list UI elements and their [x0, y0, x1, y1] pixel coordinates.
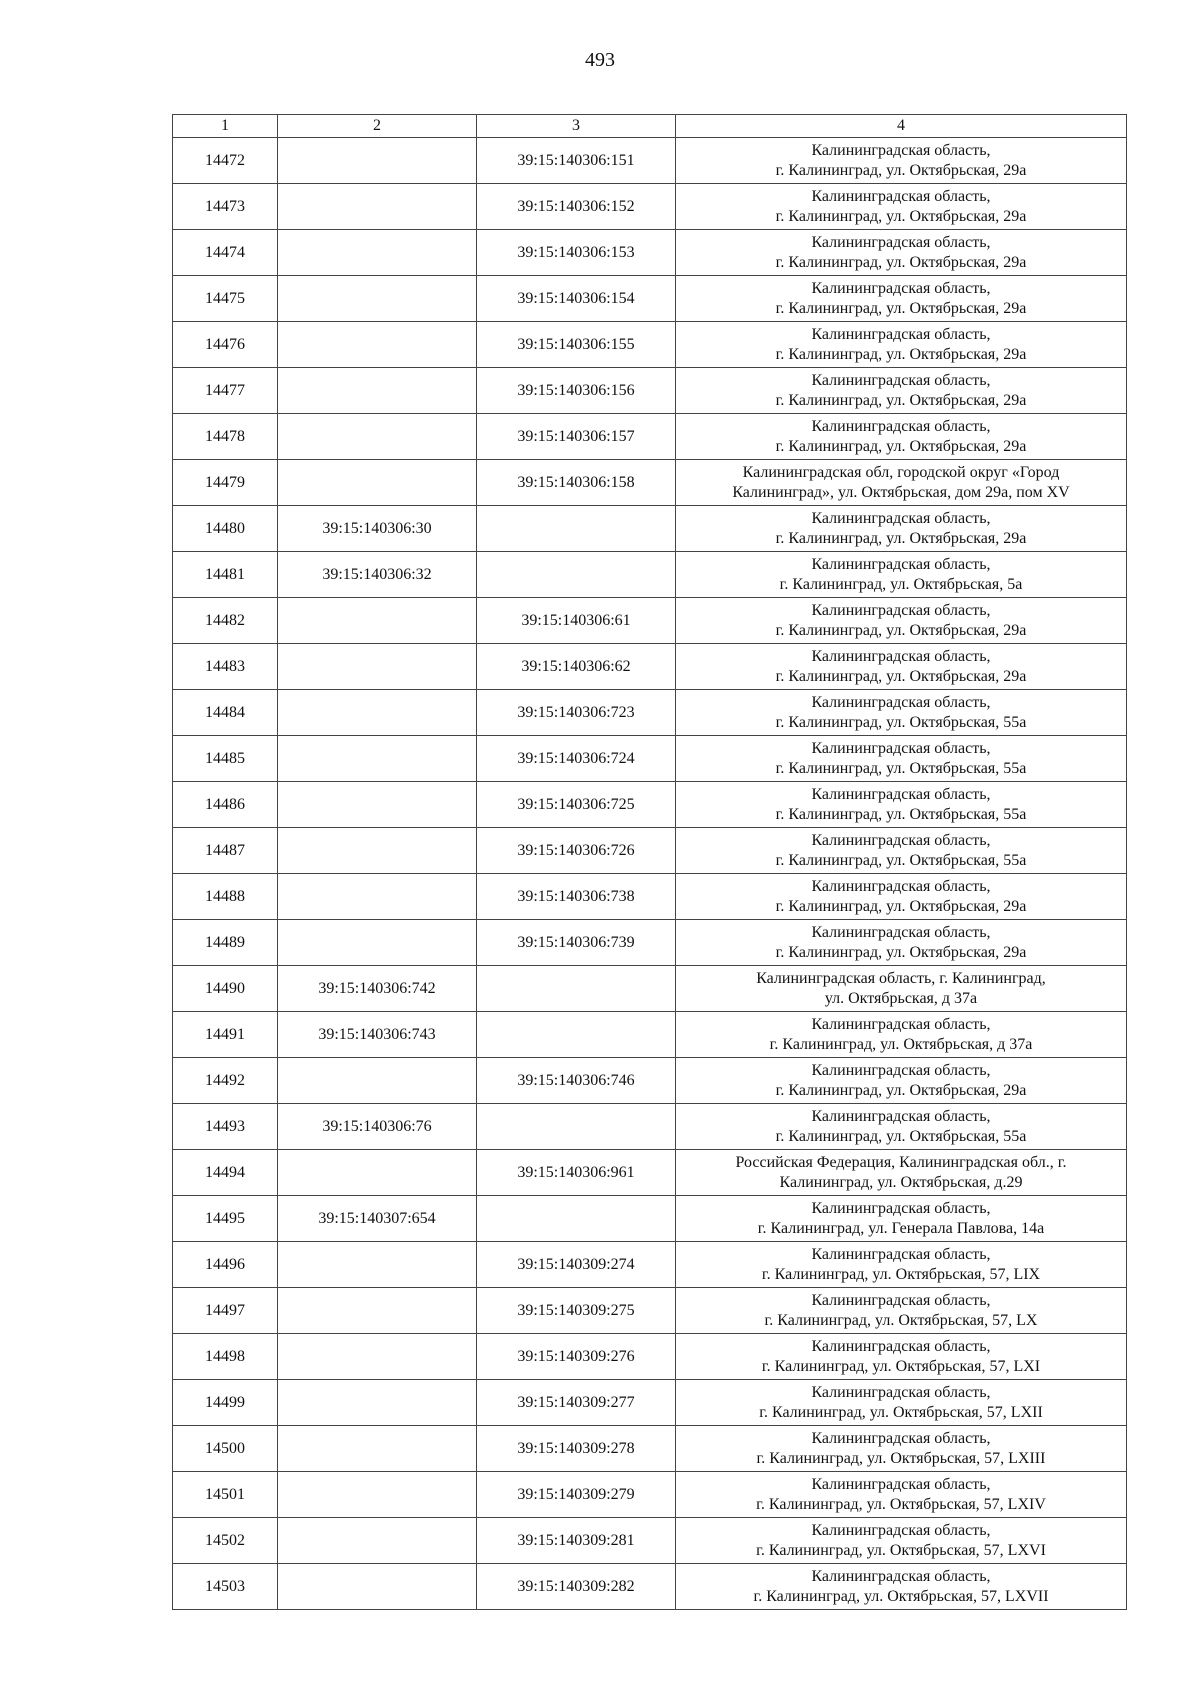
- header-col-3: 3: [477, 115, 676, 138]
- cadastral-number-cell: [278, 460, 477, 506]
- cadastral-number-cell: [278, 138, 477, 184]
- cadastral-number-cell: 39:15:140306:743: [278, 1012, 477, 1058]
- address-line-1: Калининградская область,: [811, 832, 991, 849]
- header-col-2: 2: [278, 115, 477, 138]
- address-line-1: Калининградская область,: [811, 280, 991, 297]
- address-line-2: г. Калининград, ул. Октябрьская, 57, LXIV: [756, 1496, 1046, 1513]
- row-number-cell: 14501: [173, 1472, 278, 1518]
- address-line-1: Калининградская область,: [811, 1568, 991, 1585]
- table-row: [173, 276, 1127, 322]
- cadastral-number-cell: [278, 230, 477, 276]
- address-line-1: Калининградская область,: [811, 372, 991, 389]
- table-row: [173, 368, 1127, 414]
- address-line-1: Калининградская область,: [811, 648, 991, 665]
- table-row: [173, 1564, 1127, 1610]
- address-line-1: Калининградская область,: [811, 510, 991, 527]
- address-line-1: Калининградская область,: [811, 740, 991, 757]
- premises-cadastral-number-cell: 39:15:140306:724: [477, 736, 676, 782]
- premises-cadastral-number-cell: 39:15:140306:726: [477, 828, 676, 874]
- address-line-2: г. Калининград, ул. Октябрьская, 57, LXII: [759, 1404, 1043, 1421]
- address-line-1: Калининградская область,: [811, 1338, 991, 1355]
- address-line-2: г. Калининград, ул. Октябрьская, 55а: [775, 852, 1027, 869]
- address-line-2: г. Калининград, ул. Октябрьская, 57, LXVI: [756, 1542, 1046, 1559]
- address-line-2: г. Калининград, ул. Октябрьская, 29а: [775, 530, 1027, 547]
- table-row: [173, 230, 1127, 276]
- address-cell: [676, 230, 1127, 276]
- table-row: [173, 874, 1127, 920]
- address-line-2: г. Калининград, ул. Октябрьская, 57, LXIII: [756, 1450, 1046, 1467]
- cadastral-number-cell: [278, 782, 477, 828]
- address-cell: [676, 920, 1127, 966]
- address-line-1: Калининградская область,: [811, 694, 991, 711]
- premises-cadastral-number-cell: 39:15:140306:155: [477, 322, 676, 368]
- address-cell: [676, 1288, 1127, 1334]
- row-number-cell: 14498: [173, 1334, 278, 1380]
- premises-cadastral-number-cell: 39:15:140306:738: [477, 874, 676, 920]
- cadastral-number-cell: [278, 1058, 477, 1104]
- address-cell: [676, 1196, 1127, 1242]
- address-cell: [676, 1012, 1127, 1058]
- row-number-cell: 14493: [173, 1104, 278, 1150]
- address-line-1: Калининградская область,: [811, 418, 991, 435]
- table-row: [173, 1012, 1127, 1058]
- address-cell: [676, 276, 1127, 322]
- premises-cadastral-number-cell: [477, 1104, 676, 1150]
- row-number-cell: 14503: [173, 1564, 278, 1610]
- table-row: [173, 460, 1127, 506]
- address-cell: [676, 1242, 1127, 1288]
- premises-cadastral-number-cell: [477, 1196, 676, 1242]
- cadastral-number-cell: [278, 874, 477, 920]
- address-line-1: Калининградская область,: [811, 1384, 991, 1401]
- address-line-1: Калининградская область,: [811, 924, 991, 941]
- premises-cadastral-number-cell: 39:15:140309:281: [477, 1518, 676, 1564]
- address-cell: [676, 644, 1127, 690]
- address-cell: [676, 1426, 1127, 1472]
- address-line-2: г. Калининград, ул. Октябрьская, 29а: [775, 944, 1027, 961]
- address-line-2: г. Калининград, ул. Октябрьская, 29а: [775, 668, 1027, 685]
- table-row: [173, 920, 1127, 966]
- premises-cadastral-number-cell: 39:15:140306:725: [477, 782, 676, 828]
- row-number-cell: 14499: [173, 1380, 278, 1426]
- row-number-cell: 14487: [173, 828, 278, 874]
- address-cell: [676, 1518, 1127, 1564]
- cadastral-number-cell: 39:15:140306:30: [278, 506, 477, 552]
- address-cell: [676, 598, 1127, 644]
- address-line-2: г. Калининград, ул. Октябрьская, 55а: [775, 1128, 1027, 1145]
- address-cell: [676, 1472, 1127, 1518]
- cadastral-number-cell: [278, 1150, 477, 1196]
- premises-cadastral-number-cell: 39:15:140309:274: [477, 1242, 676, 1288]
- address-line-2: Калининград, ул. Октябрьская, д.29: [779, 1174, 1023, 1191]
- address-cell: [676, 414, 1127, 460]
- premises-cadastral-number-cell: 39:15:140309:277: [477, 1380, 676, 1426]
- table-row: [173, 782, 1127, 828]
- premises-cadastral-number-cell: 39:15:140306:154: [477, 276, 676, 322]
- premises-cadastral-number-cell: 39:15:140306:156: [477, 368, 676, 414]
- row-number-cell: 14484: [173, 690, 278, 736]
- row-number-cell: 14475: [173, 276, 278, 322]
- premises-cadastral-number-cell: [477, 506, 676, 552]
- table-row: [173, 1334, 1127, 1380]
- cadastral-number-cell: 39:15:140306:32: [278, 552, 477, 598]
- row-number-cell: 14476: [173, 322, 278, 368]
- table-row: [173, 1104, 1127, 1150]
- address-line-2: г. Калининград, ул. Октябрьская, 29а: [775, 1082, 1027, 1099]
- row-number-cell: 14479: [173, 460, 278, 506]
- address-line-2: г. Калининград, ул. Октябрьская, 29а: [775, 438, 1027, 455]
- premises-cadastral-number-cell: 39:15:140309:279: [477, 1472, 676, 1518]
- table-row: [173, 644, 1127, 690]
- address-line-2: г. Калининград, ул. Октябрьская, 57, LIX: [761, 1266, 1041, 1283]
- address-line-2: г. Калининград, ул. Октябрьская, 29а: [775, 300, 1027, 317]
- table-row: [173, 1518, 1127, 1564]
- row-number-cell: 14500: [173, 1426, 278, 1472]
- address-line-1: Российская Федерация, Калининградская обл., г.: [735, 1154, 1067, 1171]
- cadastral-number-cell: 39:15:140307:654: [278, 1196, 477, 1242]
- address-cell: [676, 368, 1127, 414]
- premises-cadastral-number-cell: [477, 552, 676, 598]
- header-col-1: 1: [173, 115, 278, 138]
- registry-table: [172, 114, 1127, 1610]
- address-line-1: Калининградская область,: [811, 556, 991, 573]
- table-header: [173, 115, 1127, 138]
- address-line-1: Калининградская область,: [811, 1200, 991, 1217]
- address-line-1: Калининградская область,: [811, 1016, 991, 1033]
- premises-cadastral-number-cell: [477, 1012, 676, 1058]
- address-cell: [676, 184, 1127, 230]
- cadastral-number-cell: [278, 1426, 477, 1472]
- address-line-1: Калининградская область, г. Калининград,: [756, 970, 1046, 987]
- row-number-cell: 14502: [173, 1518, 278, 1564]
- row-number-cell: 14483: [173, 644, 278, 690]
- address-line-2: г. Калининград, ул. Октябрьская, 57, LX: [764, 1312, 1038, 1329]
- address-line-2: г. Калининград, ул. Октябрьская, 57, LXVII: [753, 1588, 1049, 1605]
- address-line-1: Калининградская область,: [811, 1246, 991, 1263]
- row-number-cell: 14497: [173, 1288, 278, 1334]
- cadastral-number-cell: [278, 644, 477, 690]
- address-cell: [676, 1380, 1127, 1426]
- address-cell: [676, 506, 1127, 552]
- cadastral-number-cell: 39:15:140306:742: [278, 966, 477, 1012]
- premises-cadastral-number-cell: 39:15:140306:723: [477, 690, 676, 736]
- premises-cadastral-number-cell: 39:15:140306:61: [477, 598, 676, 644]
- address-cell: [676, 322, 1127, 368]
- cadastral-number-cell: [278, 368, 477, 414]
- header-row: [173, 115, 1127, 138]
- address-line-2: г. Калининград, ул. Октябрьская, 55а: [775, 714, 1027, 731]
- page-number: 493: [585, 49, 615, 71]
- premises-cadastral-number-cell: 39:15:140306:961: [477, 1150, 676, 1196]
- address-cell: [676, 1334, 1127, 1380]
- cadastral-number-cell: [278, 828, 477, 874]
- cadastral-number-cell: [278, 1518, 477, 1564]
- row-number-cell: 14485: [173, 736, 278, 782]
- table-row: [173, 1058, 1127, 1104]
- address-line-1: Калининградская область,: [811, 602, 991, 619]
- table-row: [173, 1380, 1127, 1426]
- row-number-cell: 14481: [173, 552, 278, 598]
- premises-cadastral-number-cell: 39:15:140306:152: [477, 184, 676, 230]
- address-line-2: г. Калининград, ул. Октябрьская, 5а: [779, 576, 1023, 593]
- premises-cadastral-number-cell: 39:15:140306:62: [477, 644, 676, 690]
- table-row: [173, 1472, 1127, 1518]
- cadastral-number-cell: [278, 736, 477, 782]
- row-number-cell: 14489: [173, 920, 278, 966]
- cadastral-number-cell: 39:15:140306:76: [278, 1104, 477, 1150]
- table-row: [173, 966, 1127, 1012]
- premises-cadastral-number-cell: 39:15:140306:158: [477, 460, 676, 506]
- address-cell: [676, 1150, 1127, 1196]
- premises-cadastral-number-cell: 39:15:140309:282: [477, 1564, 676, 1610]
- row-number-cell: 14482: [173, 598, 278, 644]
- address-line-1: Калининградская область,: [811, 142, 991, 159]
- cadastral-number-cell: [278, 598, 477, 644]
- premises-cadastral-number-cell: 39:15:140306:151: [477, 138, 676, 184]
- cadastral-number-cell: [278, 690, 477, 736]
- address-line-1: Калининградская область,: [811, 1476, 991, 1493]
- row-number-cell: 14472: [173, 138, 278, 184]
- address-line-2: г. Калининград, ул. Генерала Павлова, 14а: [757, 1220, 1045, 1237]
- table-row: [173, 1426, 1127, 1472]
- table-row: [173, 1196, 1127, 1242]
- table-row: [173, 552, 1127, 598]
- address-line-1: Калининградская область,: [811, 1522, 991, 1539]
- address-line-2: г. Калининград, ул. Октябрьская, 29а: [775, 346, 1027, 363]
- table-row: [173, 414, 1127, 460]
- address-line-2: г. Калининград, ул. Октябрьская, 55а: [775, 760, 1027, 777]
- cadastral-number-cell: [278, 1564, 477, 1610]
- row-number-cell: 14495: [173, 1196, 278, 1242]
- row-number-cell: 14490: [173, 966, 278, 1012]
- table-row: [173, 184, 1127, 230]
- address-cell: [676, 782, 1127, 828]
- table-row: [173, 828, 1127, 874]
- address-cell: [676, 828, 1127, 874]
- table-row: [173, 598, 1127, 644]
- premises-cadastral-number-cell: 39:15:140309:278: [477, 1426, 676, 1472]
- address-line-2: г. Калининград, ул. Октябрьская, 57, LXI: [761, 1358, 1041, 1375]
- premises-cadastral-number-cell: 39:15:140306:157: [477, 414, 676, 460]
- address-line-1: Калининградская область,: [811, 1292, 991, 1309]
- address-line-2: г. Калининград, ул. Октябрьская, 55а: [775, 806, 1027, 823]
- row-number-cell: 14478: [173, 414, 278, 460]
- cadastral-number-cell: [278, 920, 477, 966]
- row-number-cell: 14488: [173, 874, 278, 920]
- address-cell: [676, 690, 1127, 736]
- table-row: [173, 1150, 1127, 1196]
- cadastral-number-cell: [278, 1380, 477, 1426]
- row-number-cell: 14480: [173, 506, 278, 552]
- table-body: [173, 138, 1127, 1610]
- table-row: [173, 138, 1127, 184]
- row-number-cell: 14494: [173, 1150, 278, 1196]
- cadastral-number-cell: [278, 276, 477, 322]
- address-cell: [676, 552, 1127, 598]
- address-line-2: г. Калининград, ул. Октябрьская, 29а: [775, 392, 1027, 409]
- address-cell: [676, 138, 1127, 184]
- cadastral-number-cell: [278, 414, 477, 460]
- address-line-2: г. Калининград, ул. Октябрьская, 29а: [775, 254, 1027, 271]
- row-number-cell: 14477: [173, 368, 278, 414]
- table-row: [173, 690, 1127, 736]
- premises-cadastral-number-cell: 39:15:140306:746: [477, 1058, 676, 1104]
- row-number-cell: 14492: [173, 1058, 278, 1104]
- address-cell: [676, 966, 1127, 1012]
- address-line-1: Калининградская область,: [811, 1430, 991, 1447]
- cadastral-number-cell: [278, 1242, 477, 1288]
- premises-cadastral-number-cell: 39:15:140309:276: [477, 1334, 676, 1380]
- table-row: [173, 1288, 1127, 1334]
- address-cell: [676, 460, 1127, 506]
- row-number-cell: 14474: [173, 230, 278, 276]
- cadastral-number-cell: [278, 1472, 477, 1518]
- row-number-cell: 14496: [173, 1242, 278, 1288]
- premises-cadastral-number-cell: 39:15:140306:739: [477, 920, 676, 966]
- address-line-2: г. Калининград, ул. Октябрьская, 29а: [775, 622, 1027, 639]
- row-number-cell: 14491: [173, 1012, 278, 1058]
- address-line-1: Калининградская обл, городской округ «Город: [742, 464, 1060, 481]
- address-line-2: ул. Октябрьская, д 37а: [824, 990, 978, 1007]
- row-number-cell: 14486: [173, 782, 278, 828]
- address-line-2: г. Калининград, ул. Октябрьская, 29а: [775, 162, 1027, 179]
- table-row: [173, 1242, 1127, 1288]
- cadastral-number-cell: [278, 1288, 477, 1334]
- cadastral-number-cell: [278, 184, 477, 230]
- table-row: [173, 506, 1127, 552]
- address-cell: [676, 1104, 1127, 1150]
- address-line-2: г. Калининград, ул. Октябрьская, 29а: [775, 208, 1027, 225]
- address-line-1: Калининградская область,: [811, 234, 991, 251]
- premises-cadastral-number-cell: 39:15:140309:275: [477, 1288, 676, 1334]
- cadastral-number-cell: [278, 1334, 477, 1380]
- address-cell: [676, 874, 1127, 920]
- header-col-4: 4: [676, 115, 1127, 138]
- address-line-1: Калининградская область,: [811, 1108, 991, 1125]
- address-line-1: Калининградская область,: [811, 188, 991, 205]
- cadastral-number-cell: [278, 322, 477, 368]
- address-cell: [676, 736, 1127, 782]
- premises-cadastral-number-cell: [477, 966, 676, 1012]
- address-line-2: г. Калининград, ул. Октябрьская, 29а: [775, 898, 1027, 915]
- address-line-2: г. Калининград, ул. Октябрьская, д 37а: [769, 1036, 1033, 1053]
- table-row: [173, 322, 1127, 368]
- address-line-1: Калининградская область,: [811, 326, 991, 343]
- address-line-1: Калининградская область,: [811, 786, 991, 803]
- address-line-1: Калининградская область,: [811, 878, 991, 895]
- table-row: [173, 736, 1127, 782]
- address-cell: [676, 1564, 1127, 1610]
- address-line-2: Калининград», ул. Октябрьская, дом 29а, пом XV: [732, 484, 1070, 501]
- row-number-cell: 14473: [173, 184, 278, 230]
- address-cell: [676, 1058, 1127, 1104]
- address-line-1: Калининградская область,: [811, 1062, 991, 1079]
- premises-cadastral-number-cell: 39:15:140306:153: [477, 230, 676, 276]
